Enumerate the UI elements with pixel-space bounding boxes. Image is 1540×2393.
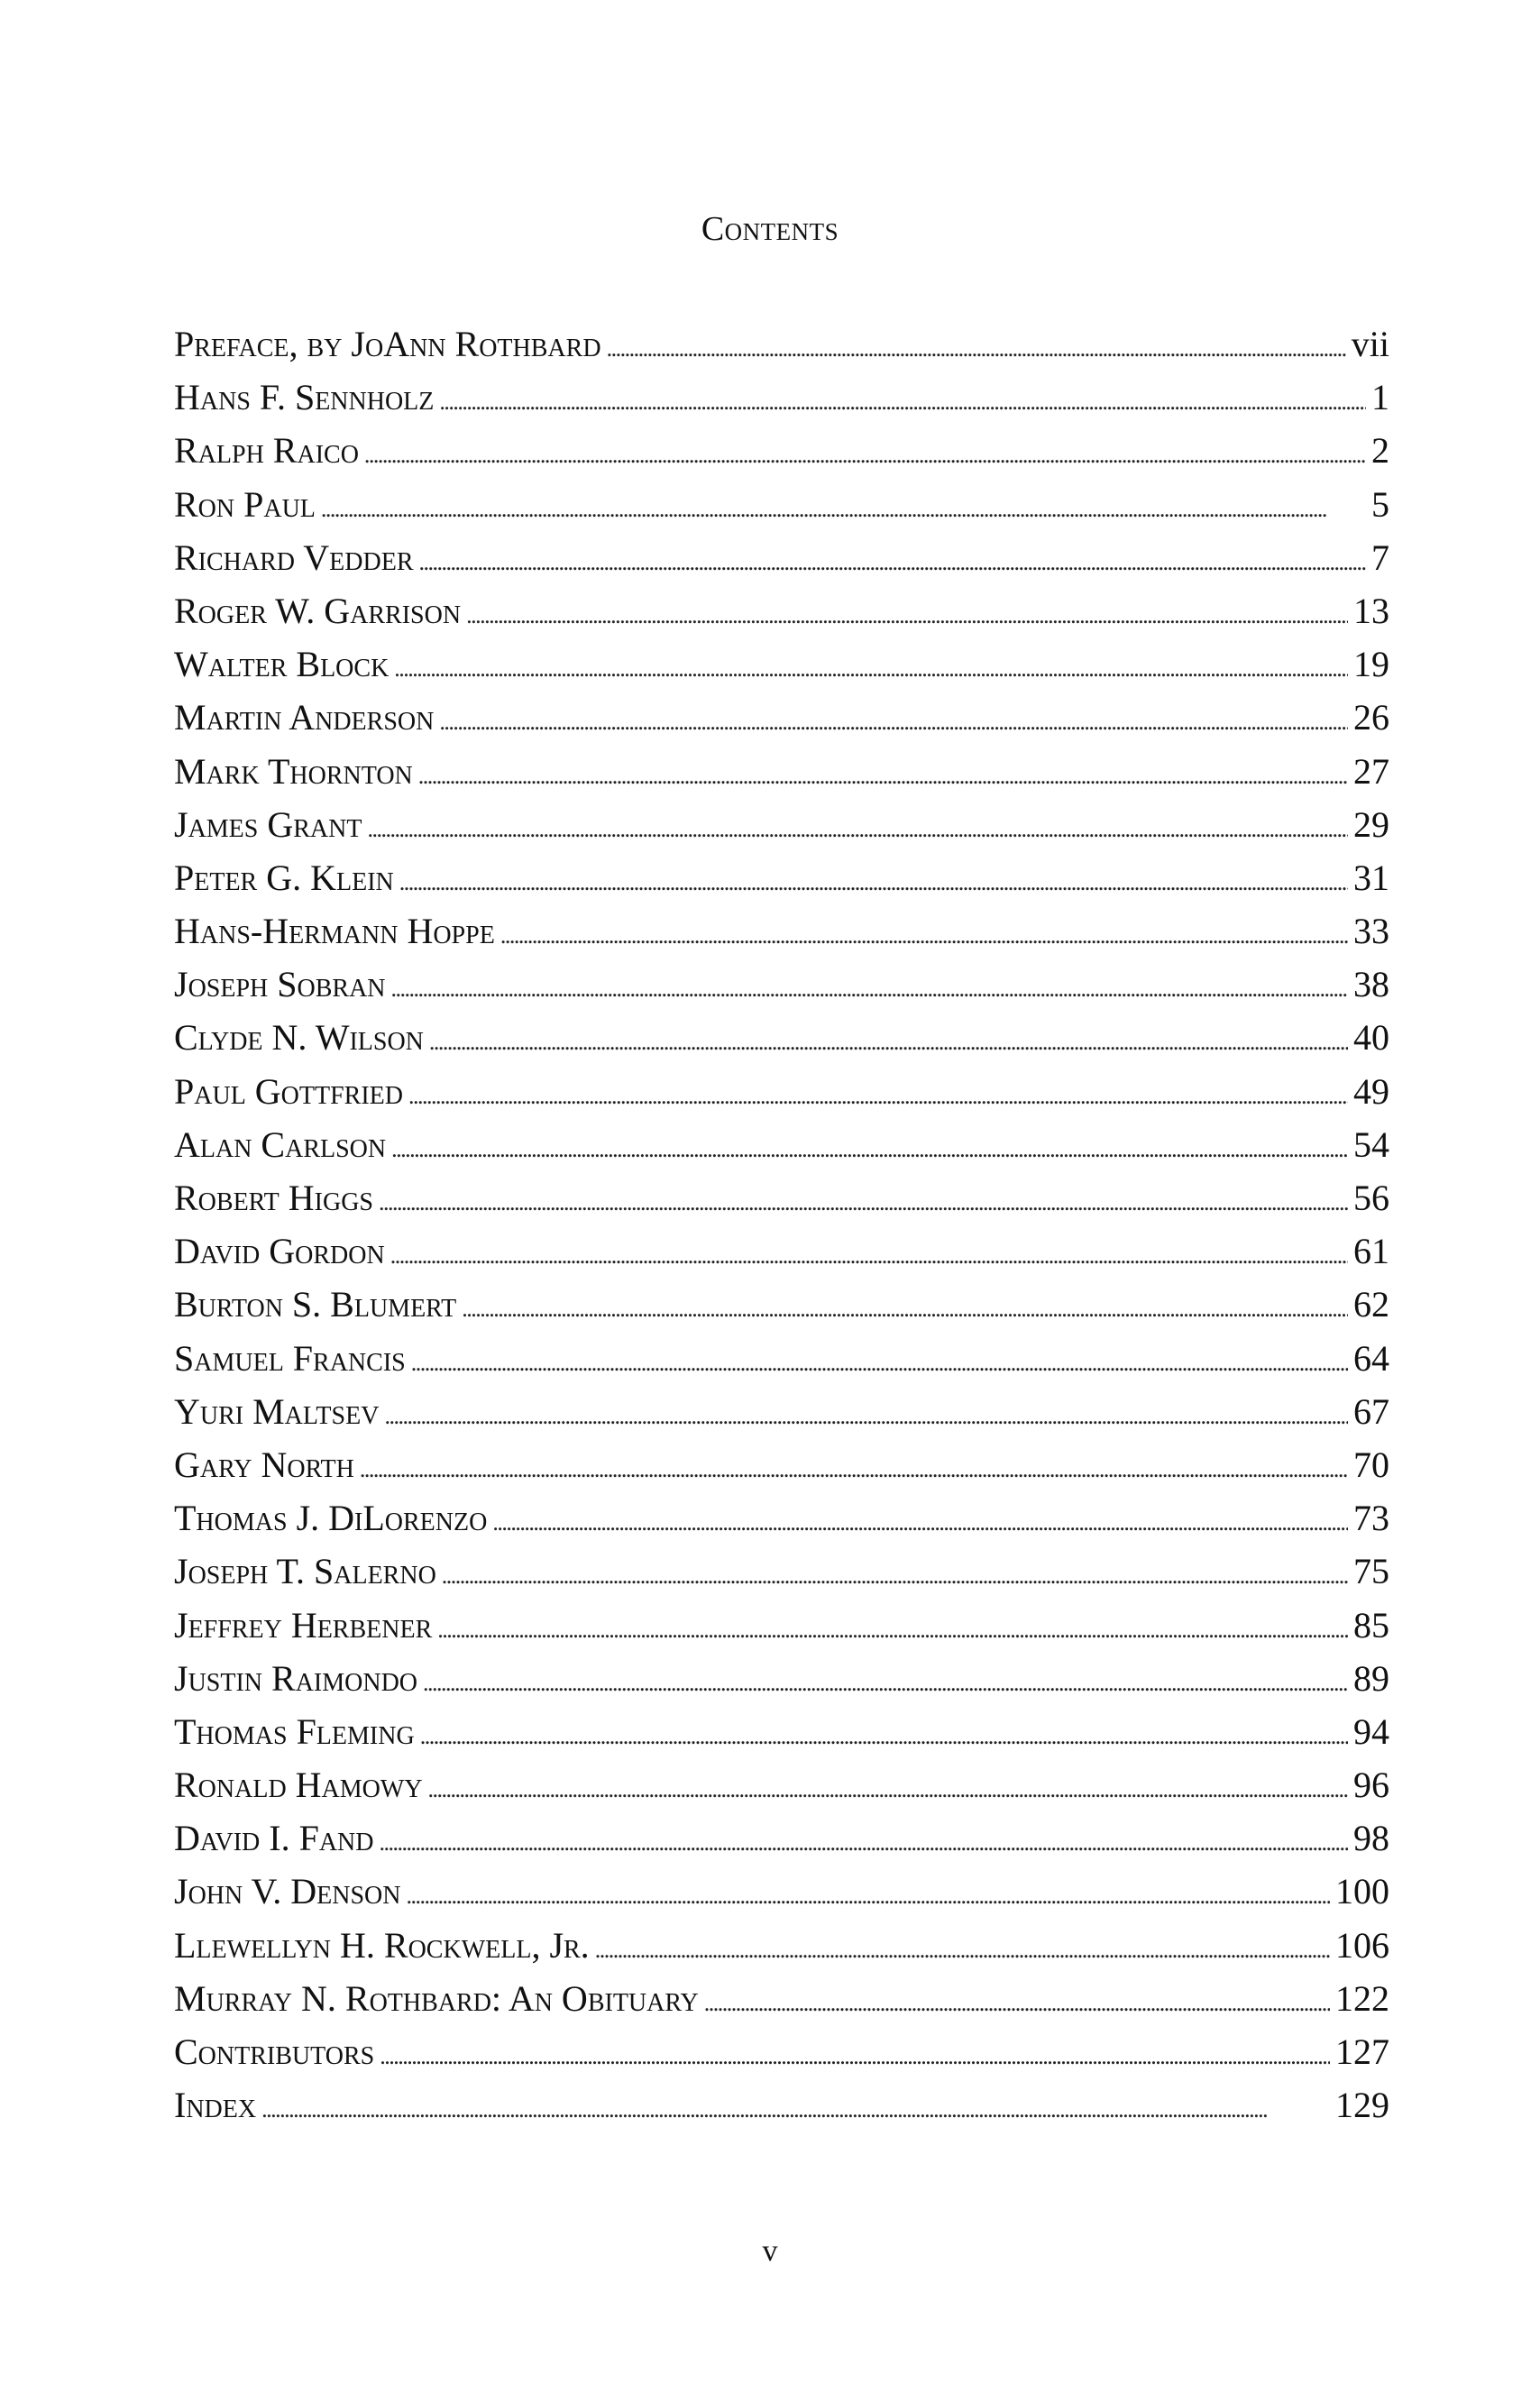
toc-entry — [174, 1545, 1389, 1598]
toc-entry-page: 26 — [1353, 697, 1389, 738]
toc-entry-title: Mark Thornton — [174, 750, 413, 792]
dot-leader — [420, 1710, 1348, 1763]
dot-leader — [429, 1015, 1348, 1068]
toc-entry-title: Yuri Maltsev — [174, 1390, 380, 1432]
toc-entry — [174, 851, 1389, 904]
dot-leader — [391, 962, 1348, 1015]
toc-entry-page: 29 — [1353, 803, 1389, 845]
toc-entry — [174, 1652, 1389, 1705]
toc-entry-title: Murray N. Rothbard: An Obituary — [174, 1977, 699, 2019]
toc-entry-title: Ron Paul — [174, 483, 316, 525]
toc-entry-page: 98 — [1353, 1818, 1389, 1859]
toc-entry-page: 61 — [1353, 1231, 1389, 1272]
toc-entry-page: 89 — [1353, 1657, 1389, 1699]
toc-entry — [174, 1919, 1389, 1972]
dot-leader — [419, 536, 1366, 589]
toc-entry-page: 85 — [1353, 1604, 1389, 1646]
toc-entry-title: Joseph T. Salerno — [174, 1551, 436, 1592]
toc-entry-page: 96 — [1353, 1765, 1389, 1806]
toc-entry-page: 2 — [1371, 430, 1389, 472]
dot-leader — [408, 1069, 1348, 1123]
toc-entry-title: Walter Block — [174, 644, 390, 685]
toc-entry-title: Ralph Raico — [174, 430, 359, 472]
toc-entry — [174, 1972, 1389, 2025]
toc-entry-page: 75 — [1353, 1551, 1389, 1592]
page-number: v — [762, 2234, 778, 2268]
toc-entry-title: Thomas Fleming — [174, 1710, 415, 1752]
toc-entry — [174, 1865, 1389, 1918]
toc-entry — [174, 904, 1389, 958]
dot-leader — [423, 1656, 1348, 1710]
toc-entry — [174, 1385, 1389, 1438]
toc-entry — [174, 1171, 1389, 1224]
toc-entry — [174, 1491, 1389, 1545]
dot-leader — [442, 1549, 1348, 1602]
toc-entry-page: 73 — [1353, 1498, 1389, 1539]
dot-leader — [462, 1282, 1348, 1335]
toc-entry-page: 129 — [1335, 2085, 1389, 2126]
toc-entry-title: James Grant — [174, 803, 362, 845]
toc-entry — [174, 371, 1389, 424]
toc-entry — [174, 2025, 1389, 2078]
toc-entry-page: 27 — [1353, 750, 1389, 792]
dot-leader — [379, 1176, 1348, 1229]
toc-entry-title: Justin Raimondo — [174, 1657, 418, 1699]
dot-leader — [439, 375, 1366, 428]
toc-entry-title: Richard Vedder — [174, 536, 414, 578]
dot-leader — [704, 1976, 1330, 2030]
toc-entry-page: 19 — [1353, 644, 1389, 685]
toc-entry-title: Samuel Francis — [174, 1337, 406, 1379]
table-of-contents — [174, 317, 1389, 2132]
toc-entry-title: Contributors — [174, 2031, 375, 2072]
toc-entry — [174, 637, 1389, 691]
toc-entry-title: Preface, by JoAnn Rothbard — [174, 324, 601, 364]
dot-leader — [360, 1443, 1348, 1496]
toc-entry-page: 7 — [1371, 536, 1389, 578]
dot-leader — [500, 909, 1348, 962]
toc-entry-page: 1 — [1371, 377, 1389, 418]
toc-entry-page: 62 — [1353, 1284, 1389, 1325]
toc-entry — [174, 1438, 1389, 1491]
toc-entry-page: vii — [1351, 324, 1389, 364]
dot-leader — [399, 856, 1348, 909]
dot-leader — [437, 1603, 1348, 1656]
dot-leader — [595, 1923, 1330, 1976]
toc-entry — [174, 1224, 1389, 1278]
toc-entry-title: Robert Higgs — [174, 1178, 374, 1218]
dot-leader — [380, 1816, 1349, 1869]
toc-entry — [174, 691, 1389, 744]
toc-entry-title: Peter G. Klein — [174, 857, 394, 898]
toc-entry — [174, 2078, 1389, 2132]
toc-entry-title: Hans-Hermann Hoppe — [174, 911, 495, 952]
toc-entry — [174, 424, 1389, 477]
dot-leader — [384, 1389, 1348, 1443]
dot-leader — [439, 695, 1348, 748]
toc-entry — [174, 1278, 1389, 1331]
dot-leader — [607, 322, 1346, 375]
toc-entry — [174, 958, 1389, 1011]
toc-entry-title: David Gordon — [174, 1231, 385, 1272]
toc-entry-title: David I. Fand — [174, 1818, 374, 1859]
toc-entry-title: Roger W. Garrison — [174, 590, 462, 631]
toc-entry — [174, 531, 1389, 584]
dot-leader — [391, 1123, 1348, 1176]
page-title: Contents — [701, 210, 839, 248]
toc-entry-title: Clyde N. Wilson — [174, 1017, 424, 1059]
dot-leader — [492, 1496, 1348, 1549]
toc-entry-page: 38 — [1353, 964, 1389, 1005]
dot-leader — [394, 642, 1348, 695]
toc-entry-page: 54 — [1353, 1123, 1389, 1165]
dot-leader — [428, 1763, 1348, 1816]
dot-leader — [367, 802, 1348, 856]
dot-leader — [380, 2030, 1330, 2083]
toc-entry-title: Alan Carlson — [174, 1123, 387, 1165]
dot-leader — [411, 1336, 1348, 1389]
toc-entry-page: 31 — [1353, 857, 1389, 898]
dot-leader — [418, 749, 1348, 802]
toc-entry — [174, 745, 1389, 798]
toc-entry — [174, 1118, 1389, 1171]
toc-entry — [174, 317, 1389, 371]
toc-entry-page: 100 — [1335, 1871, 1389, 1912]
toc-entry — [174, 1758, 1389, 1811]
toc-entry-title: Hans F. Sennholz — [174, 377, 435, 418]
toc-entry-title: Ronald Hamowy — [174, 1765, 423, 1806]
toc-entry-title: Burton S. Blumert — [174, 1284, 457, 1325]
dot-leader — [261, 2083, 1330, 2136]
toc-entry-title: Llewellyn H. Rockwell, Jr. — [174, 1924, 590, 1966]
toc-entry-page: 94 — [1353, 1710, 1389, 1752]
toc-entry — [174, 1332, 1389, 1385]
toc-entry-title: John V. Denson — [174, 1871, 401, 1912]
toc-entry — [174, 478, 1389, 531]
toc-entry — [174, 1811, 1389, 1865]
dot-leader — [406, 1869, 1330, 1922]
dot-leader — [364, 428, 1366, 481]
toc-entry-page: 106 — [1335, 1924, 1389, 1966]
dot-leader — [321, 482, 1366, 536]
dot-leader — [466, 589, 1348, 642]
toc-entry-title: Gary North — [174, 1444, 354, 1485]
toc-entry — [174, 584, 1389, 637]
toc-entry-page: 70 — [1353, 1444, 1389, 1485]
toc-entry-page: 49 — [1353, 1070, 1389, 1112]
toc-entry-page: 56 — [1353, 1178, 1389, 1218]
toc-entry-title: Paul Gottfried — [174, 1070, 404, 1112]
toc-entry-title: Thomas J. DiLorenzo — [174, 1498, 488, 1539]
toc-entry — [174, 1011, 1389, 1064]
toc-entry-page: 67 — [1353, 1390, 1389, 1432]
toc-entry-title: Index — [174, 2085, 257, 2126]
toc-entry — [174, 1599, 1389, 1652]
toc-entry-title: Joseph Sobran — [174, 964, 386, 1005]
toc-entry-page: 64 — [1353, 1337, 1389, 1379]
toc-entry-page: 13 — [1353, 590, 1389, 631]
toc-entry-title: Jeffrey Herbener — [174, 1604, 433, 1646]
toc-entry-page: 127 — [1335, 2031, 1389, 2072]
toc-entry — [174, 1705, 1389, 1758]
toc-entry-page: 5 — [1371, 483, 1389, 525]
dot-leader — [390, 1229, 1348, 1282]
toc-entry-title: Martin Anderson — [174, 697, 435, 738]
toc-entry — [174, 1065, 1389, 1118]
toc-entry-page: 40 — [1353, 1017, 1389, 1059]
toc-entry — [174, 798, 1389, 851]
toc-entry-page: 33 — [1353, 911, 1389, 952]
toc-entry-page: 122 — [1335, 1977, 1389, 2019]
